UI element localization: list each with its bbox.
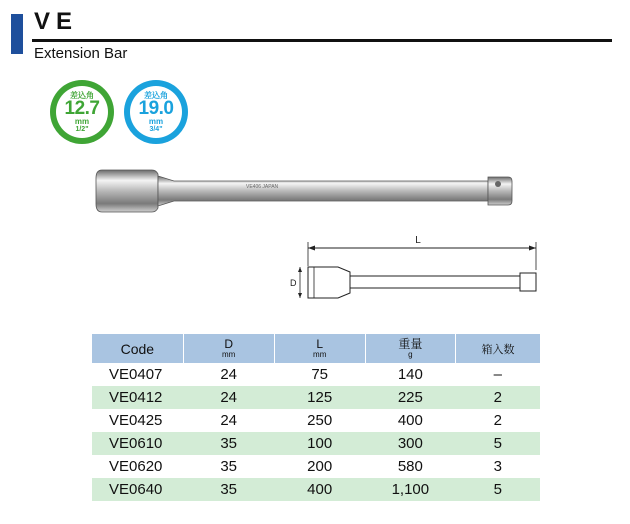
- dim-arrow-right: [529, 246, 536, 251]
- badge-label: 差込角: [70, 91, 94, 100]
- bar-square-drive: [488, 177, 512, 205]
- table-row: [92, 478, 540, 501]
- cell-d: 35: [183, 432, 274, 455]
- cell-qty: 5: [455, 432, 540, 455]
- cell-weight: 400: [365, 409, 455, 432]
- cell-qty: 2: [455, 386, 540, 409]
- table-row: [92, 386, 540, 409]
- col-d: D mm: [183, 334, 274, 363]
- diagram-drive: [520, 273, 536, 291]
- page-title: VE: [34, 8, 79, 35]
- table-header-row: [92, 334, 540, 363]
- bar-detent-ball: [495, 181, 501, 187]
- cell-code: VE0620: [92, 455, 183, 478]
- badge-label: 差込角: [144, 91, 168, 100]
- bar-socket-end: [96, 170, 158, 212]
- table-row: [92, 432, 540, 455]
- dim-label-d: D: [290, 278, 297, 288]
- badge-unit: mm: [74, 117, 90, 126]
- dim-arrow-bottom: [298, 293, 302, 298]
- cell-l: 125: [274, 386, 365, 409]
- dim-arrow-top: [298, 267, 302, 272]
- dim-label-l: L: [415, 235, 421, 246]
- spec-table: [92, 334, 540, 501]
- cell-qty: 3: [455, 455, 540, 478]
- dim-arrow-left: [308, 246, 315, 251]
- cell-l: 75: [274, 363, 365, 386]
- badge-value: 19.0: [138, 98, 174, 119]
- accent-bar: [11, 14, 23, 54]
- cell-d: 35: [183, 478, 274, 501]
- table-row: [92, 409, 540, 432]
- bar-shaft: [158, 176, 488, 206]
- cell-qty: 2: [455, 409, 540, 432]
- bar-engraving: VE406 JAPAN: [246, 184, 279, 190]
- cell-l: 200: [274, 455, 365, 478]
- cell-qty: –: [455, 363, 540, 386]
- drive-size-badge-12-7: [50, 80, 114, 144]
- cell-d: 24: [183, 409, 274, 432]
- cell-l: 100: [274, 432, 365, 455]
- cell-weight: 225: [365, 386, 455, 409]
- table-row: [92, 455, 540, 478]
- table-row: [92, 363, 540, 386]
- diagram-shaft: [350, 276, 520, 288]
- cell-code: VE0412: [92, 386, 183, 409]
- cell-weight: 300: [365, 432, 455, 455]
- cell-weight: 140: [365, 363, 455, 386]
- page-subtitle: Extension Bar: [34, 45, 128, 62]
- cell-weight: 580: [365, 455, 455, 478]
- badge-inner: [56, 86, 108, 138]
- col-l: L mm: [274, 334, 365, 363]
- cell-l: 400: [274, 478, 365, 501]
- dimension-diagram: [288, 230, 548, 310]
- col-weight: 重量 g: [365, 334, 455, 363]
- col-qty: 箱入数: [455, 334, 540, 363]
- cell-code: VE0407: [92, 363, 183, 386]
- cell-weight: 1,100: [365, 478, 455, 501]
- badge-unit: mm: [148, 117, 164, 126]
- cell-l: 250: [274, 409, 365, 432]
- cell-d: 24: [183, 386, 274, 409]
- col-code: Code: [92, 334, 183, 363]
- cell-code: VE0425: [92, 409, 183, 432]
- title-rule: [32, 39, 612, 42]
- cell-code: VE0610: [92, 432, 183, 455]
- badge-inch: 3/4": [149, 126, 163, 133]
- cell-qty: 5: [455, 478, 540, 501]
- drive-size-badge-19-0: [124, 80, 188, 144]
- extension-bar-image: [96, 164, 516, 218]
- cell-code: VE0640: [92, 478, 183, 501]
- badge-inch: 1/2": [75, 126, 89, 133]
- badge-inner: [130, 86, 182, 138]
- cell-d: 35: [183, 455, 274, 478]
- cell-d: 24: [183, 363, 274, 386]
- badge-value: 12.7: [64, 98, 100, 119]
